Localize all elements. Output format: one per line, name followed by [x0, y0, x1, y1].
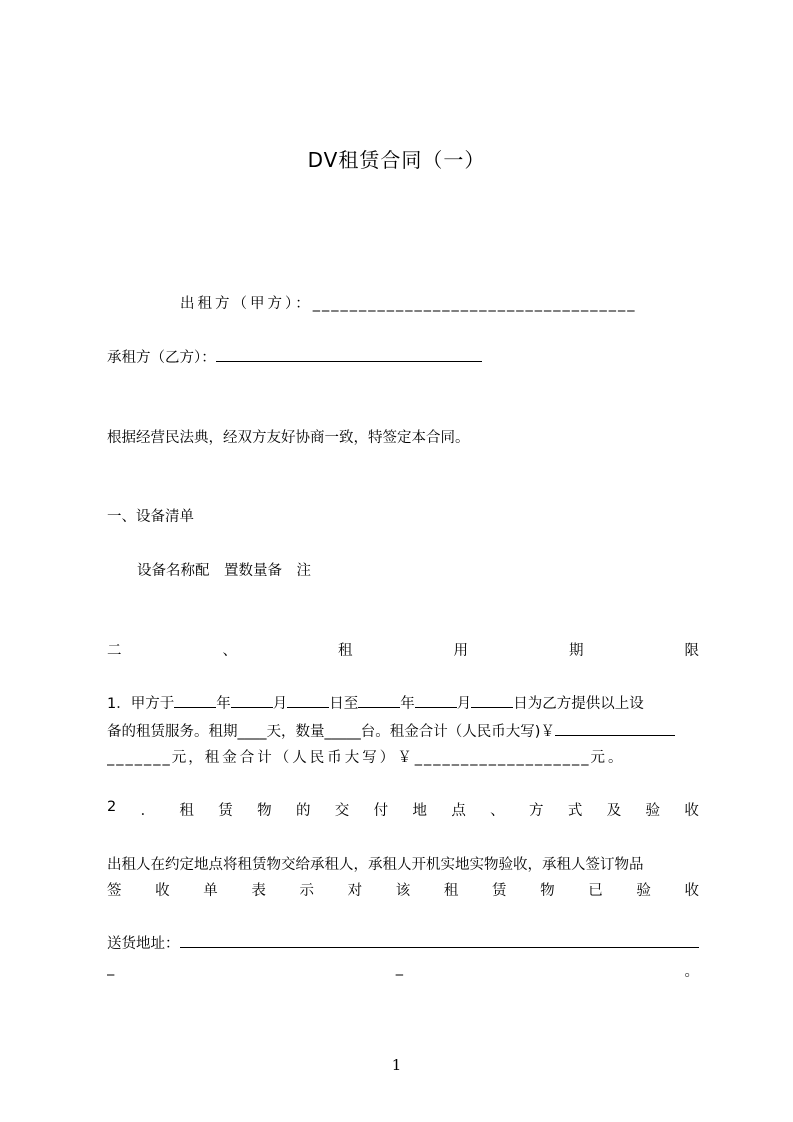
delivery-char: 收	[684, 883, 699, 899]
end-month-blank[interactable]	[415, 692, 457, 708]
address-line	[107, 932, 699, 953]
clause2-char: 赁	[218, 803, 233, 819]
clause1-text: 月	[456, 696, 472, 712]
delivery-char: 物	[540, 883, 555, 899]
clause2-char: ．	[140, 803, 156, 819]
delivery-char: 对	[347, 883, 363, 899]
intro-paragraph: 根据经营民法典，经双方友好协商一致，特签定本合同。	[107, 430, 470, 446]
clause1-text: 月	[272, 696, 288, 712]
lessor-blank[interactable]: ___________________________________	[312, 296, 637, 312]
clause2-char: 收	[684, 803, 699, 819]
equipment-columns: 设备名称配 置数量备 注	[137, 563, 311, 579]
section2-heading	[107, 639, 699, 660]
clause1-text: 年	[400, 696, 415, 712]
section1-heading: 一、设备清单	[107, 509, 194, 525]
section2-char: 限	[684, 643, 699, 659]
start-year-blank[interactable]	[174, 692, 216, 708]
clause1-text: 日至	[329, 696, 359, 712]
clause1-text: 日为乙方提供以上设	[513, 696, 644, 712]
clause1-line1	[107, 692, 699, 713]
clause2-char: 及	[606, 803, 622, 819]
clause1-line3	[107, 746, 699, 767]
address-label: 送货地址：	[107, 936, 180, 952]
delivery-char: 已	[588, 883, 603, 899]
clause1-text: 年	[216, 696, 231, 712]
clause2-char: 地	[412, 803, 427, 819]
section2-char: 、	[222, 643, 237, 659]
rent-total-blank-2[interactable]: ___________________	[414, 750, 591, 766]
address-underscore: _	[107, 960, 115, 976]
lessee-label: 承租方（乙方）：	[107, 350, 216, 366]
clause2-char: 验	[645, 803, 661, 819]
section2-char: 期	[569, 643, 584, 659]
delivery-char: 表	[251, 883, 266, 899]
clause2-char: 租	[179, 803, 194, 819]
end-year-blank[interactable]	[358, 692, 400, 708]
clause2-char: 2	[107, 799, 117, 815]
start-month-blank[interactable]	[231, 692, 273, 708]
delivery-char: 赁	[492, 883, 507, 899]
section2-char: 用	[453, 643, 468, 659]
document-title: DV租赁合同（一）	[307, 148, 486, 172]
page-number: 1	[391, 1056, 402, 1074]
section2-char: 二	[107, 643, 122, 659]
lessee-blank[interactable]	[216, 346, 482, 362]
lessor-label: 出租方（甲方）：	[180, 296, 313, 312]
clause2-char: 物	[257, 803, 272, 819]
clause1-text: 备的租赁服务。租期____天，数量_____台。租金合计（人民币大写)￥	[107, 724, 555, 740]
delivery-line1: 出租人在约定地点将租赁物交给承租人，承租人开机实地实物验收，承租人签订物品	[107, 857, 644, 873]
delivery-char: 单	[203, 883, 218, 899]
clause2-char: 、	[490, 803, 505, 819]
address-period: 。	[684, 964, 699, 980]
address-underscore: _	[395, 960, 403, 976]
clause1-text: _______元，	[107, 750, 205, 766]
start-day-blank[interactable]	[287, 692, 329, 708]
delivery-line2	[107, 879, 699, 900]
clause2-char: 式	[567, 803, 583, 819]
clause1-text: 1．甲方于	[107, 696, 175, 712]
clause2-char: 付	[373, 803, 389, 819]
section2-char: 租	[338, 643, 353, 659]
delivery-char: 收	[155, 883, 170, 899]
end-day-blank[interactable]	[471, 692, 513, 708]
clause1-text: 租金合计（人民币大写）￥	[204, 750, 415, 766]
lessor-line	[180, 292, 699, 313]
delivery-char: 该	[395, 883, 411, 899]
delivery-char: 示	[299, 883, 314, 899]
clause2-char: 交	[334, 803, 350, 819]
address-line2	[107, 960, 699, 981]
address-blank[interactable]	[180, 932, 700, 948]
rent-total-blank[interactable]	[555, 720, 675, 736]
lessee-line	[107, 346, 699, 367]
delivery-char: 签	[107, 883, 122, 899]
delivery-char: 租	[443, 883, 459, 899]
clause2-heading	[107, 799, 699, 820]
clause2-char: 的	[295, 803, 311, 819]
delivery-char: 验	[636, 883, 651, 899]
clause1-line2	[107, 720, 699, 741]
clause2-char: 点	[451, 803, 466, 819]
clause1-text: 元。	[590, 750, 626, 766]
clause2-char: 方	[529, 803, 544, 819]
